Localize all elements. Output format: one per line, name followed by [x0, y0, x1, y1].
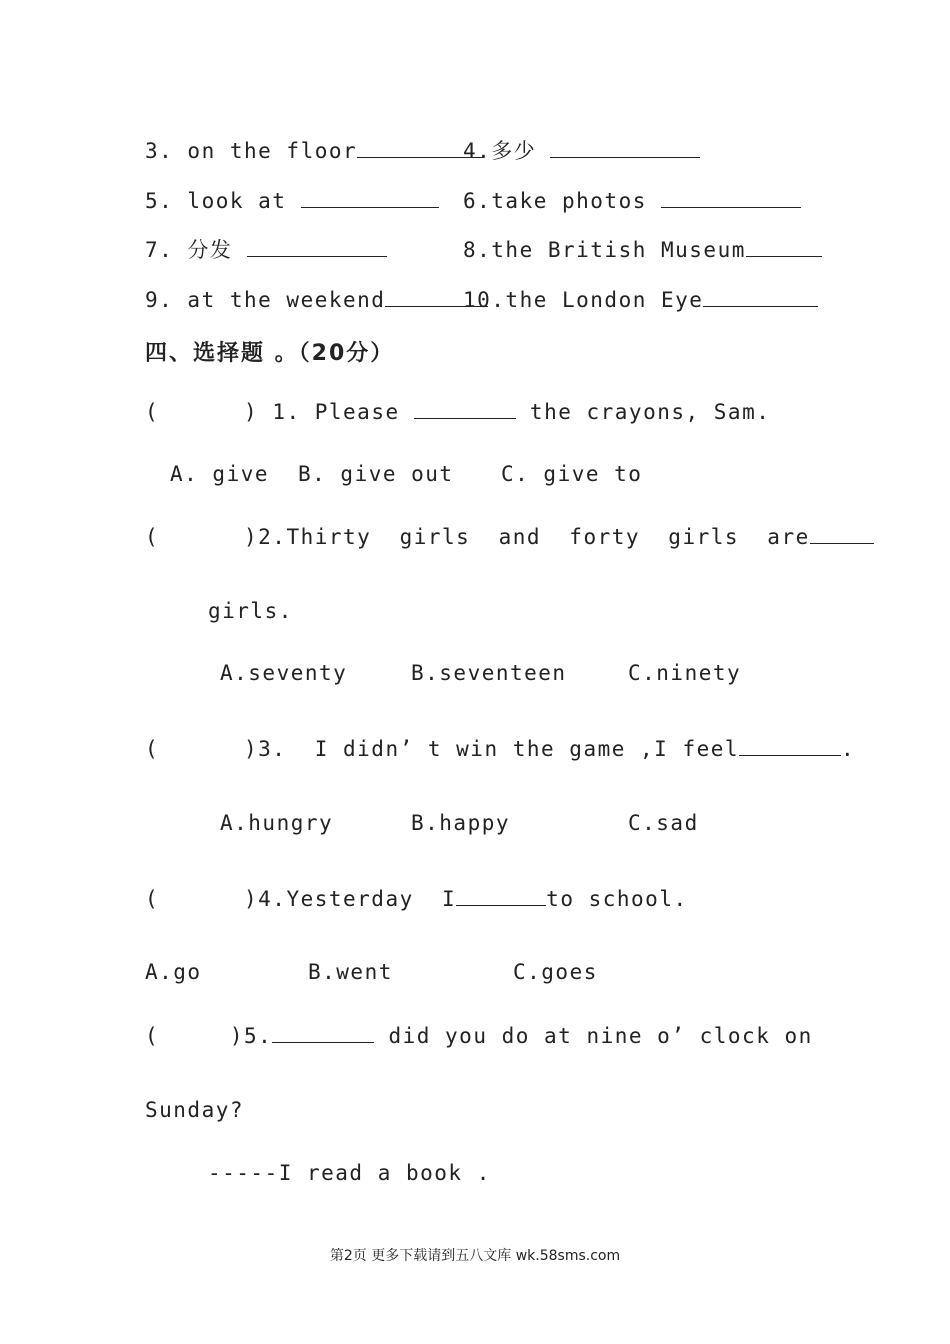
- answer-paren[interactable]: ( ): [145, 525, 259, 549]
- answer-paren[interactable]: ( ): [145, 400, 259, 424]
- section-title: 四、选择题 。（20分）: [145, 341, 395, 366]
- vocab-item-7-text: 7. 分发: [145, 238, 233, 262]
- vocab-item-7: [145, 236, 387, 263]
- question-2-option-a[interactable]: A.seventy: [220, 661, 348, 685]
- vocab-item-4: [463, 137, 700, 164]
- question-2-option-c[interactable]: C.ninety: [628, 661, 742, 685]
- answer-blank[interactable]: [550, 137, 700, 158]
- vocab-item-3: [145, 137, 483, 164]
- answer-blank[interactable]: [456, 885, 546, 906]
- vocab-item-6-text: 6.take photos: [463, 189, 647, 213]
- vocab-item-9-text: 9. at the weekend: [145, 288, 386, 312]
- answer-blank[interactable]: [247, 236, 387, 257]
- answer-paren[interactable]: ( ): [145, 737, 259, 761]
- vocab-item-9: [145, 286, 488, 313]
- vocab-item-6: [463, 187, 801, 214]
- vocab-item-5-text: 5. look at: [145, 189, 287, 213]
- question-5-number: 5.: [244, 1024, 273, 1048]
- question-2-stem: 2.Thirty girls and forty girls are: [258, 525, 810, 549]
- answer-blank[interactable]: [739, 735, 841, 756]
- vocab-item-3-text: 3. on the floor: [145, 139, 358, 163]
- question-5: [145, 1022, 813, 1049]
- question-1-option-c[interactable]: C. give to: [501, 462, 643, 486]
- question-4-option-c[interactable]: C.goes: [513, 960, 598, 984]
- question-1-rest: the crayons, Sam.: [529, 400, 771, 424]
- vocab-item-8-text: 8.the British Museum: [463, 238, 746, 262]
- vocab-item-10: [463, 286, 818, 313]
- question-1-option-a[interactable]: A. give: [170, 462, 270, 486]
- question-5-cont: Sunday?: [145, 1098, 245, 1122]
- question-4-rest: to school.: [546, 887, 688, 911]
- answer-paren[interactable]: ( ): [145, 887, 259, 911]
- question-3: [145, 735, 855, 762]
- question-3-option-a[interactable]: A.hungry: [220, 811, 334, 835]
- question-3-option-c[interactable]: C.sad: [628, 811, 699, 835]
- vocab-item-10-text: 10.the London Eye: [463, 288, 704, 312]
- question-4-stem: 4.Yesterday I: [258, 887, 457, 911]
- answer-blank[interactable]: [661, 187, 801, 208]
- question-1-option-b[interactable]: B. give out: [298, 462, 454, 486]
- question-3-option-b[interactable]: B.happy: [411, 811, 511, 835]
- question-2-cont: girls.: [208, 599, 293, 623]
- question-4: [145, 885, 688, 912]
- question-3-end: .: [841, 737, 856, 761]
- answer-blank[interactable]: [703, 286, 818, 307]
- question-3-stem: 3. I didn’ t win the game ,I feel: [258, 737, 740, 761]
- answer-paren[interactable]: ( ): [145, 1024, 245, 1048]
- question-4-option-b[interactable]: B.went: [308, 960, 393, 984]
- page-footer: 第2页 更多下载请到五八文库 wk.58sms.com: [329, 1248, 621, 1264]
- vocab-item-8: [463, 236, 822, 263]
- question-5-answer: -----I read a book .: [208, 1161, 491, 1185]
- question-1: [145, 398, 770, 425]
- question-2: [145, 523, 874, 550]
- question-4-option-a[interactable]: A.go: [145, 960, 202, 984]
- answer-blank[interactable]: [746, 236, 822, 257]
- answer-blank[interactable]: [301, 187, 439, 208]
- question-1-stem: 1. Please: [272, 400, 400, 424]
- answer-blank[interactable]: [810, 523, 874, 544]
- question-2-option-b[interactable]: B.seventeen: [411, 661, 567, 685]
- answer-blank[interactable]: [272, 1022, 374, 1043]
- vocab-item-4-text: 4.多少: [463, 139, 537, 163]
- question-5-rest: did you do at nine o’ clock on: [388, 1024, 813, 1048]
- vocab-item-5: [145, 187, 439, 214]
- answer-blank[interactable]: [414, 398, 516, 419]
